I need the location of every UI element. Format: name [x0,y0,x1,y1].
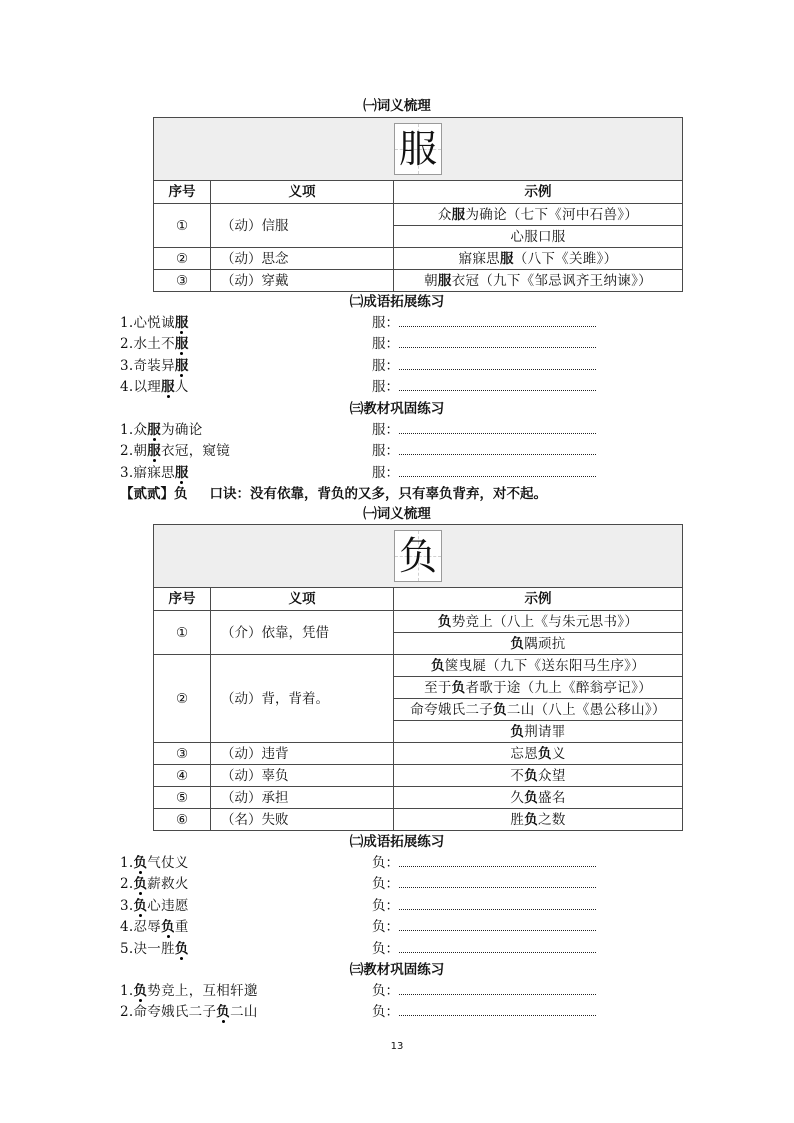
answer-blank-line [399,334,596,348]
key-character: 负 [174,940,189,957]
column-header: 序号 [154,588,211,611]
text-segment: 3.寤寐思 [120,464,175,481]
text-segment: 心违愿 [147,897,189,914]
headword-row [154,118,683,181]
section-heading-word-meaning: ㈠词义梳理 [363,98,431,114]
exercise-item [0,917,794,938]
answer-label: 服： [372,336,399,353]
sense-meaning: （动）信服 [211,204,394,248]
mnemonic-line [120,486,547,502]
text-segment: 3. [120,897,134,914]
text-segment: 忘恩 [510,745,538,762]
answer-blank-line [399,896,596,910]
section-heading-word-meaning: ㈠词义梳理 [363,506,431,522]
character-grid-box [394,530,442,582]
exercise-phrase [120,377,189,398]
exercise-phrase [120,463,189,484]
text-segment: 朝 [424,272,438,289]
answer-field [372,420,596,441]
answer-field [372,441,596,462]
idiom-exercise-list [0,313,794,399]
table-row [154,270,683,292]
example-cell [394,270,683,292]
key-character: 负 [133,855,148,871]
answer-field [372,874,596,895]
sense-meaning: （介）依靠，凭借 [211,611,394,655]
text-segment: 2. [120,876,134,893]
key-character: 负 [133,897,148,914]
key-character: 服 [451,206,466,223]
example-cell [394,633,683,655]
exercise-item [0,441,794,462]
key-character: 负 [510,635,525,652]
sense-number: ② [154,655,211,743]
answer-blank-line [399,441,596,455]
text-segment: （八下《关雎》） [513,250,618,267]
text-segment: 义 [551,745,566,762]
text-segment: 胜 [510,811,525,828]
section-heading-idiom-practice: ㈡成语拓展练习 [349,294,445,310]
column-header: 义项 [211,588,394,611]
column-header: 义项 [211,181,394,204]
headword-character: 负 [398,534,437,578]
text-segment: 者歌于途（九上《醉翁亭记》） [465,679,652,696]
text-segment: 2.朝 [120,443,148,460]
example-cell [394,743,683,765]
example-cell [394,721,683,743]
table-row [154,743,683,765]
word-meaning-table [153,117,683,292]
text-segment: 至于 [424,679,452,696]
table-header-row [154,588,683,611]
answer-label: 负： [372,855,399,871]
example-cell [394,787,683,809]
answer-label: 负： [372,1004,399,1021]
example-cell [394,611,683,633]
key-character: 负 [538,745,552,762]
key-character: 服 [147,422,162,438]
exercise-phrase [120,356,189,377]
text-segment: 寤寐思 [458,250,500,267]
text-segment: 二山 [230,1004,258,1021]
key-character: 负 [451,679,466,696]
text-segment: 二山（八上《愚公移山》） [506,701,666,718]
sense-number: ③ [154,743,211,765]
textbook-exercise-list [0,420,794,484]
answer-blank-line [399,377,596,391]
key-character: 负 [510,723,525,740]
table-header-row [154,181,683,204]
answer-label: 负： [372,897,399,914]
exercise-item [0,981,794,1002]
exercise-item [0,1002,794,1023]
exercise-phrase [120,420,203,441]
table-row [154,787,683,809]
text-segment: 心服口服 [510,228,566,245]
answer-field [372,334,596,355]
column-header: 序号 [154,181,211,204]
sense-number: ② [154,248,211,270]
text-segment: 重 [174,919,189,936]
page-number: 13 [390,1041,404,1052]
key-character: 负 [161,919,175,936]
key-character: 负 [133,876,148,893]
table-row [154,655,683,677]
key-character: 服 [499,250,514,267]
answer-label: 负： [372,940,399,957]
example-cell [394,677,683,699]
answer-field [372,356,596,377]
exercise-item [0,874,794,895]
answer-label: 负： [372,983,399,999]
answer-blank-line [399,420,596,434]
mnemonic-label: 【贰贰】负 [120,486,188,502]
answer-label: 服： [372,315,399,331]
text-segment: 气仗义 [147,855,189,871]
exercise-item [0,420,794,441]
text-segment: 为确论（七下《河中石兽》） [465,206,639,223]
table-row [154,248,683,270]
word-meaning-table [153,524,683,831]
answer-blank-line [399,313,596,327]
answer-field [372,463,596,484]
answer-blank-line [399,853,596,867]
answer-blank-line [399,981,596,995]
sense-meaning: （动）承担 [211,787,394,809]
sense-number: ⑤ [154,787,211,809]
mnemonic-text: 口诀：没有依靠，背负的又多，只有辜负背弃，对不起。 [209,486,547,502]
text-segment: 箧曳屣（九下《送东阳马生序》） [444,657,646,674]
section-heading-textbook-practice: ㈢教材巩固练习 [349,962,445,978]
character-grid-box [394,123,442,175]
text-segment: 盛名 [538,789,566,806]
exercise-phrase [120,896,189,917]
exercise-phrase [120,939,189,960]
answer-blank-line [399,356,596,370]
example-cell [394,655,683,677]
exercise-phrase [120,917,189,938]
exercise-phrase [120,981,258,1002]
key-character: 服 [174,336,189,353]
table-row [154,765,683,787]
sense-number: ④ [154,765,211,787]
answer-blank-line [399,463,596,477]
table-row [154,809,683,831]
sense-number: ① [154,611,211,655]
text-segment: 2.命夸娥氏二子 [120,1004,217,1021]
example-cell [394,809,683,831]
text-segment: 薪救火 [147,876,189,893]
example-cell [394,226,683,248]
key-character: 服 [147,443,162,460]
sense-meaning: （动）背，背着。 [211,655,394,743]
answer-label: 服： [372,422,399,438]
text-segment: 为确论 [161,422,203,438]
exercise-item [0,853,794,874]
text-segment: 1. [120,855,134,871]
answer-label: 负： [372,876,399,893]
text-segment: 势竞上（八上《与朱元思书》） [451,613,639,630]
text-segment: 隅顽抗 [524,635,566,652]
section-heading-textbook-practice: ㈢教材巩固练习 [349,401,445,417]
text-segment: 3.奇装异 [120,357,175,374]
exercise-item [0,377,794,398]
textbook-exercise-list [0,981,794,1024]
key-character: 服 [437,272,452,289]
table-row [154,204,683,226]
answer-blank-line [399,1002,596,1016]
text-segment: 4.以理 [120,379,162,396]
headword-character: 服 [398,127,437,171]
sense-meaning: （动）思念 [211,248,394,270]
text-segment: 众望 [538,767,566,784]
text-segment: 衣冠（九下《邹忌讽齐王纳谏》） [451,272,652,289]
exercise-item [0,313,794,334]
sense-number: ⑥ [154,809,211,831]
answer-blank-line [399,874,596,888]
answer-field [372,313,596,334]
column-header: 示例 [394,588,683,611]
key-character: 负 [430,657,445,674]
text-segment: 4.忍辱 [120,919,162,936]
text-segment: 众 [437,206,452,223]
exercise-item [0,356,794,377]
sense-meaning: （动）辜负 [211,765,394,787]
key-character: 负 [493,701,507,718]
answer-field [372,1002,596,1023]
text-segment: 1. [120,983,134,999]
table-row [154,611,683,633]
text-segment: 人 [174,379,189,396]
answer-blank-line [399,917,596,931]
exercise-item [0,334,794,355]
answer-label: 负： [372,919,399,936]
text-segment: 1.心悦诚 [120,315,175,331]
sense-number: ① [154,204,211,248]
sense-meaning: （动）穿戴 [211,270,394,292]
key-character: 服 [174,357,189,374]
exercise-item [0,939,794,960]
key-character: 负 [524,789,539,806]
headword-row [154,525,683,588]
text-segment: 久 [510,789,525,806]
text-segment: 5.决一胜 [120,940,175,957]
text-segment: 势竞上，互相轩邈 [147,983,258,999]
sense-number: ③ [154,270,211,292]
exercise-phrase [120,334,189,355]
answer-blank-line [399,939,596,953]
answer-label: 服： [372,357,399,374]
text-segment: 1.众 [120,422,148,438]
key-character: 负 [216,1004,231,1021]
section-heading-idiom-practice: ㈡成语拓展练习 [349,834,445,850]
example-cell [394,765,683,787]
sense-meaning: （名）失败 [211,809,394,831]
key-character: 服 [174,464,189,481]
text-segment: 荆请罪 [524,723,566,740]
exercise-item [0,463,794,484]
key-character: 负 [524,811,539,828]
text-segment: 之数 [538,811,566,828]
answer-label: 服： [372,379,399,396]
example-cell [394,204,683,226]
key-character: 负 [437,613,452,630]
answer-field [372,981,596,1002]
answer-field [372,377,596,398]
answer-field [372,853,596,874]
sense-meaning: （动）违背 [211,743,394,765]
key-character: 负 [524,767,539,784]
example-cell [394,699,683,721]
headword-cell [154,525,683,588]
answer-label: 服： [372,464,399,481]
text-segment: 命夸娥氏二子 [410,701,494,718]
answer-field [372,896,596,917]
text-segment: 2.水土不 [120,336,175,353]
example-cell [394,248,683,270]
column-header: 示例 [394,181,683,204]
key-character: 服 [161,379,175,396]
text-segment: 不 [510,767,525,784]
text-segment: 衣冠，窥镜 [161,443,231,460]
exercise-phrase [120,1002,258,1023]
answer-label: 服： [372,443,399,460]
key-character: 服 [174,315,189,331]
exercise-phrase [120,853,189,874]
answer-field [372,939,596,960]
answer-field [372,917,596,938]
exercise-phrase [120,874,189,895]
idiom-exercise-list [0,853,794,960]
exercise-phrase [120,313,189,334]
exercise-phrase [120,441,230,462]
key-character: 负 [133,983,148,999]
exercise-item [0,896,794,917]
headword-cell [154,118,683,181]
